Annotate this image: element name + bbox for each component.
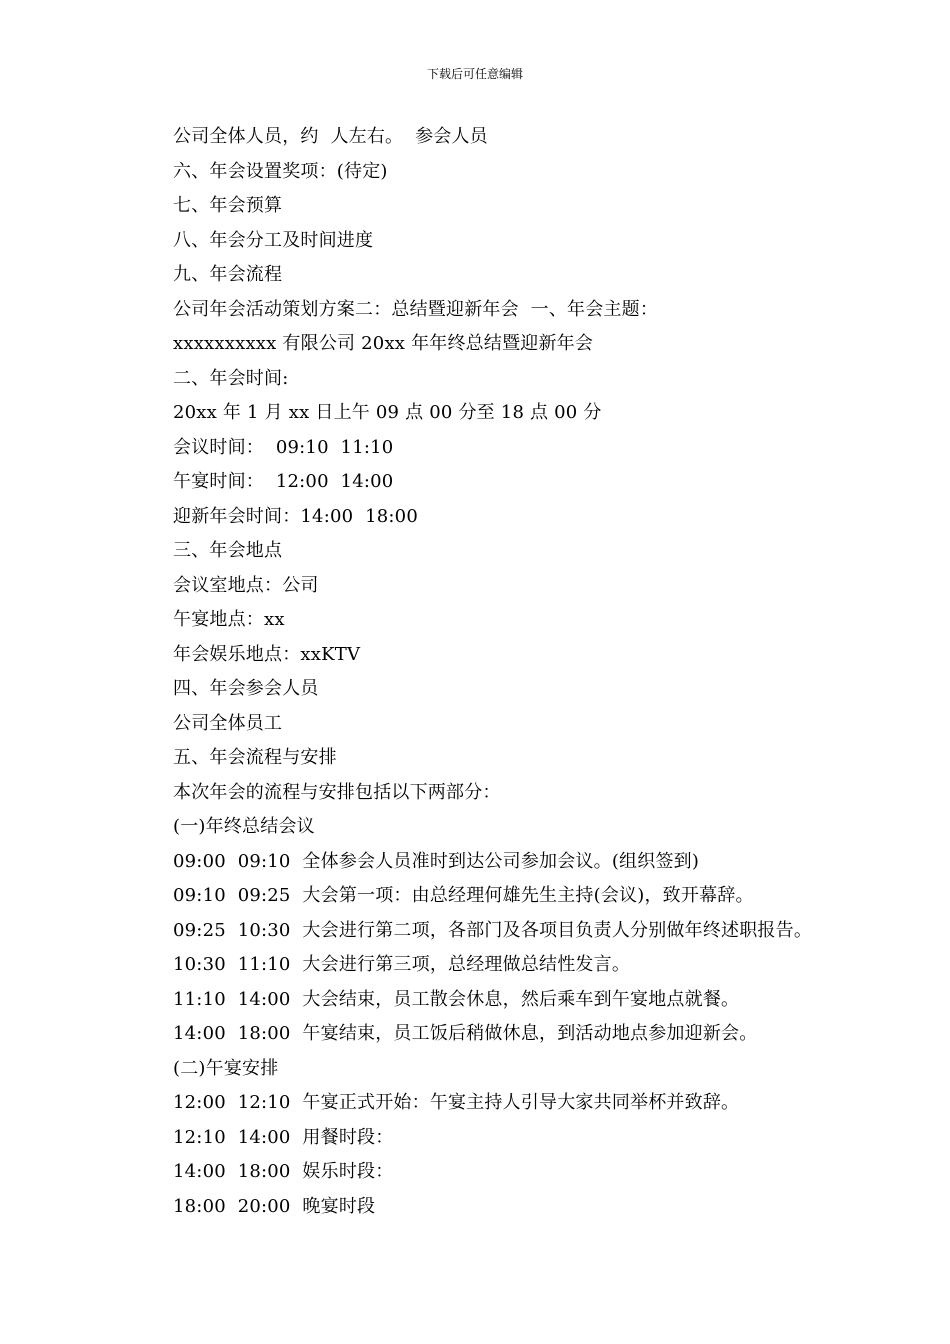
text-line: 会议时间： 09:10 11:10 [173,436,394,458]
text-line: 本次年会的流程与安排包括以下两部分： [173,781,501,803]
text-line: 五、年会流程与安排 [173,747,337,768]
text-line: 09:25 10:30 大会进行第二项，各部门及各项目负责人分别做年终述职报告。 [173,919,813,941]
text-line: 11:10 14:00 大会结束，员工散会休息，然后乘车到午宴地点就餐。 [173,988,740,1010]
text-line: 会议室地点：公司 [173,574,319,596]
text-line: 公司年会活动策划方案二：总结暨迎新年会 一、年会主题： [173,298,659,320]
text-line: (一)年终总结会议 [173,816,315,837]
text-line: 午宴地点：xx [173,609,285,630]
text-line: 迎新年会时间：14:00 18:00 [173,505,418,527]
text-line: 六、年会设置奖项：(待定) [173,160,388,182]
text-line: 年会娱乐地点：xxKTV [173,643,361,665]
text-line: 09:10 09:25 大会第一项：由总经理何雄先生主持(会议)，致开幕辞。 [173,885,754,906]
text-line: 09:00 09:10 全体参会人员准时到达公司参加会议。(组织签到) [173,850,700,872]
text-line: 午宴时间： 12:00 14:00 [173,471,394,492]
text-line: xxxxxxxxxx 有限公司 20xx 年年终总结暨迎新年会 [173,333,594,354]
text-line: 公司全体员工 [173,712,283,734]
text-line: 14:00 18:00 午宴结束，员工饭后稍做休息，到活动地点参加迎新会。 [173,1023,758,1044]
text-line: 12:10 14:00 用餐时段： [173,1126,394,1148]
text-line: 三、年会地点 [173,540,283,561]
text-line: (二)午宴安排 [173,1057,279,1079]
text-line: 10:30 11:10 大会进行第三项，总经理做总结性发言。 [173,954,631,975]
page-header-note: 下载后可任意编辑 [426,67,523,81]
text-line: 20xx 年 1 月 xx 日上午 09 点 00 分至 18 点 00 分 [173,402,602,423]
text-line: 公司全体人员，约 人左右。 参会人员 [173,126,488,147]
text-line: 九、年会流程 [173,264,283,285]
text-line: 18:00 20:00 晚宴时段 [173,1195,376,1217]
text-line: 四、年会参会人员 [173,678,319,699]
document-body [173,120,873,1224]
text-line: 二、年会时间: [173,367,289,389]
text-line: 14:00 18:00 娱乐时段： [173,1161,394,1182]
text-line: 七、年会预算 [173,195,283,216]
text-line: 12:00 12:10 午宴正式开始：午宴主持人引导大家共同举杯并致辞。 [173,1092,740,1113]
text-line: 八、年会分工及时间进度 [173,229,374,251]
